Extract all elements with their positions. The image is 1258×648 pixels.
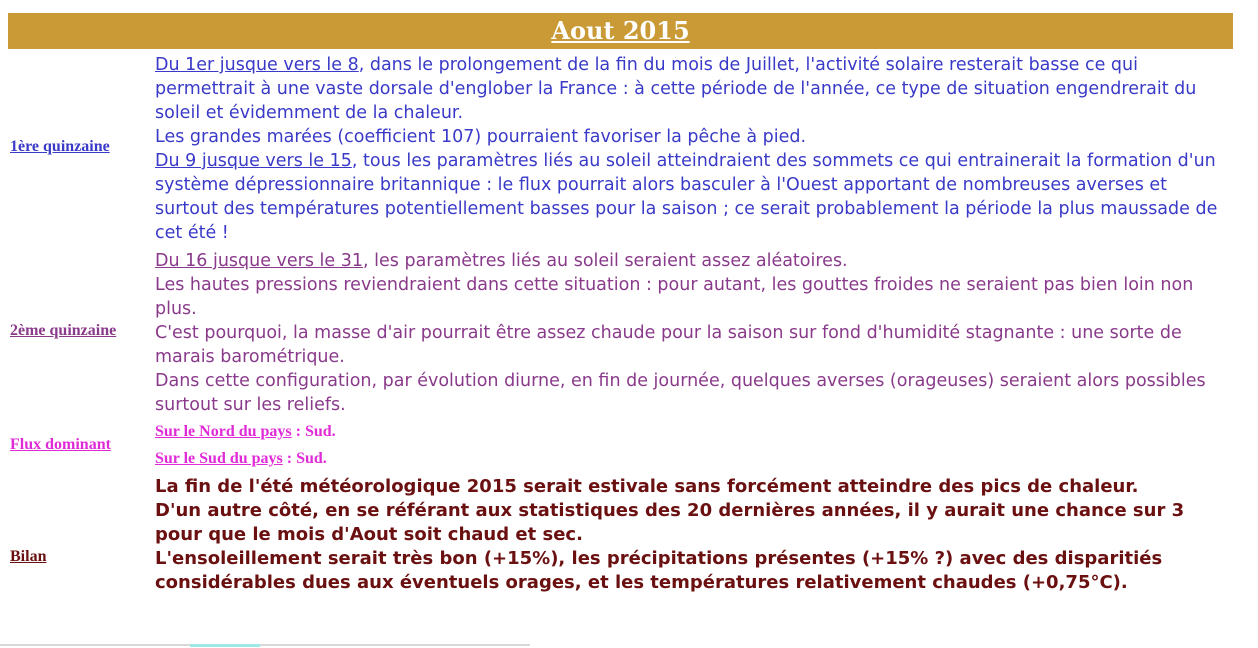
first-half-label[interactable]: 1ère quinzaine [10, 138, 110, 155]
month-title-link[interactable]: Aout 2015 [551, 16, 690, 45]
period2-link[interactable]: Du 9 jusque vers le 15 [155, 151, 352, 171]
flux-north-value: : Sud. [291, 423, 336, 440]
bottom-divider-accent [190, 644, 260, 647]
first-half-period2 [155, 149, 1225, 245]
second-half-showers: Dans cette configuration, par évolution diurne, en fin de journée, quelques averses (orageuses) seraient alors possibles surtout sur les reliefs. [155, 371, 1206, 415]
flux-label[interactable]: Flux dominant [10, 436, 111, 453]
bilan-line1: La fin de l'été météorologique 2015 serait estivale sans forcément atteindre des pics de chaleur. [155, 476, 1139, 497]
period1-link[interactable]: Du 1er jusque vers le 8 [155, 55, 359, 75]
first-half-tides: Les grandes marées (coefficient 107) pourraient favoriser la pêche à pied. [155, 127, 807, 147]
second-half-label[interactable]: 2ème quinzaine [10, 322, 117, 339]
bilan-line2: D'un autre côté, en se référant aux statistiques des 20 dernières années, il y aurait une chance sur 3 pour que le mois d'Aout soit chaud et sec. [155, 500, 1185, 545]
second-half-content [155, 249, 1225, 417]
period2-text: , tous les paramètres liés au soleil atteindraient des sommets ce qui entrainerait la formation d'un système dépressionnaire britannique : le flux pourrait alors basculer à l'Ouest apportant de nombreuses averses et surtout des températures potentiellement basses pour la saison ; ce serait probablement la période la plus maussade de cet été ! [155, 151, 1218, 243]
bilan-label[interactable]: Bilan [10, 548, 47, 565]
flux-north [155, 423, 336, 441]
flux-north-link[interactable]: Sur le Nord du pays [155, 423, 292, 440]
first-half-content [155, 53, 1225, 245]
bilan-content [155, 475, 1230, 595]
first-half-period1 [155, 53, 1225, 125]
second-half-pressure: Les hautes pressions reviendraient dans cette situation : pour autant, les gouttes froides ne seraient pas bien loin non plus. [155, 275, 1194, 319]
period3-link[interactable]: Du 16 jusque vers le 31 [155, 251, 364, 271]
bilan-line3: L'ensoleillement serait très bon (+15%), les précipitations présentes (+15% ?) avec des disparitiés considérables dues aux éventuels orages, et les températures relativement chaudes (+0,75°C). [155, 548, 1163, 593]
period1-text: , dans le prolongement de la fin du mois de Juillet, l'activité solaire resterait basse ce qui permettrait à une vaste dorsale d'englober la France : à cette période de l'année, ce type de situation engendrerait du soleil et évidemment de la chaleur. [155, 55, 1197, 123]
month-header [8, 13, 1233, 49]
second-half-airmass: C'est pourquoi, la masse d'air pourrait être assez chaude pour la saison sur fond d'humidité stagnante : une sorte de marais barométrique. [155, 323, 1182, 367]
second-half-period3 [155, 249, 1225, 273]
bottom-divider [0, 644, 530, 646]
flux-south-link[interactable]: Sur le Sud du pays [155, 450, 283, 467]
flux-south [155, 450, 327, 468]
flux-south-value: : Sud. [282, 450, 327, 467]
period3-text: , les paramètres liés au soleil seraient assez aléatoires. [363, 251, 848, 271]
